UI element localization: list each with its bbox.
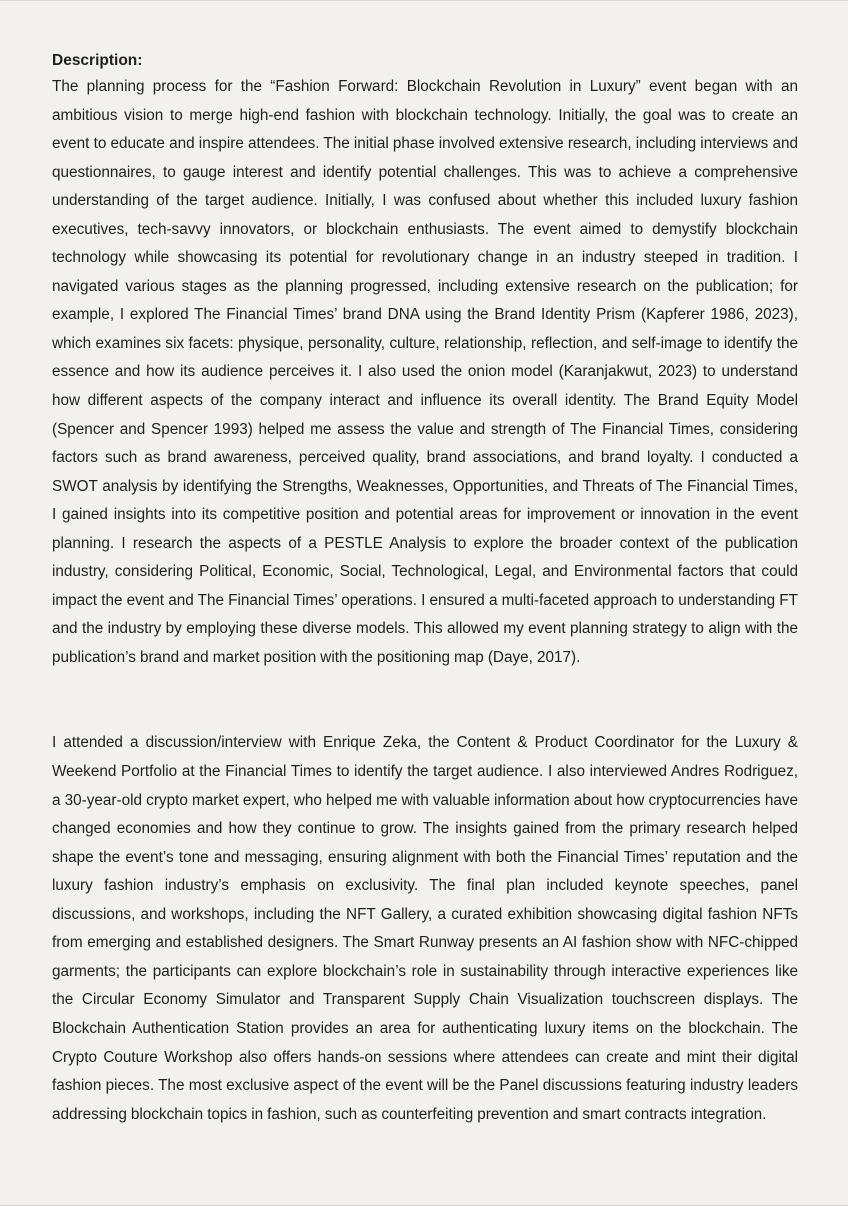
paragraph-interviews-and-event-plan: I attended a discussion/interview with Enrique Zeka, the Content & Product Coordinator for the Luxury & Weekend Portfolio at the Financial Times to identify the target audience. I also interviewed Andres Rodriguez, a 30-year-old crypto market expert, who helped me with valuable information about how cryptocurrencies have changed economies and how they continue to grow. The insights gained from the primary research helped shape the event’s tone and messaging, ensuring alignment with both the Financial Times’ reputation and the luxury fashion industry’s emphasis on exclusivity. The final plan included keynote speeches, panel discussions, and workshops, including the NFT Gallery, a curated exhibition showcasing digital fashion NFTs from emerging and established designers. The Smart Runway presents an AI fashion show with NFC-chipped garments; the participants can explore blockchain’s role in sustainability through interactive experiences like the Circular Economy Simulator and Transparent Supply Chain Visualization touchscreen displays. The Blockchain Authentication Station provides an area for authenticating luxury items on the blockchain. The Crypto Couture Workshop also offers hands-on sessions where attendees can create and mint their digital fashion pieces. The most exclusive aspect of the event will be the Panel discussions featuring industry leaders addressing blockchain topics in fashion, such as counterfeiting prevention and smart contracts integration. <box>52 734 798 1123</box>
paragraph-planning-process: The planning process for the “Fashion Forward: Blockchain Revolution in Luxury” event began with an ambitious vision to merge high-end fashion with blockchain technology. Initially, the goal was to create an event to educate and inspire attendees. The initial phase involved extensive research, including interviews and questionnaires, to gauge interest and identify potential challenges. This was to achieve a comprehensive understanding of the target audience. Initially, I was confused about whether this included luxury fashion executives, tech-savvy innovators, or blockchain enthusiasts. The event aimed to demystify blockchain technology while showcasing its potential for revolutionary change in an industry steeped in tradition. I navigated various stages as the planning progressed, including extensive research on the publication; for example, I explored The Financial Times’ brand DNA using the Brand Identity Prism (Kapferer 1986, 2023), which examines six facets: physique, personality, culture, relationship, reflection, and self-image to identify the essence and how its audience perceives it. I also used the onion model (Karanjakwut, 2023) to understand how different aspects of the company interact and influence its overall identity. The Brand Equity Model (Spencer and Spencer 1993) helped me assess the value and strength of The Financial Times, considering factors such as brand awareness, perceived quality, brand associations, and brand loyalty. I conducted a SWOT analysis by identifying the Strengths, Weaknesses, Opportunities, and Threats of The Financial Times, I gained insights into its competitive position and potential areas for improvement or innovation in the event planning. I research the aspects of a PESTLE Analysis to explore the broader context of the publication industry, considering Political, Economic, Social, Technological, Legal, and Environmental factors that could impact the event and The Financial Times’ operations. I ensured a multi-faceted approach to understanding FT and the industry by employing these diverse models. This allowed my event planning strategy to align with the publication’s brand and market position with the positioning map (Daye, 2017). <box>52 78 798 666</box>
document-body <box>52 49 798 1129</box>
section-heading: Description: <box>52 52 143 69</box>
